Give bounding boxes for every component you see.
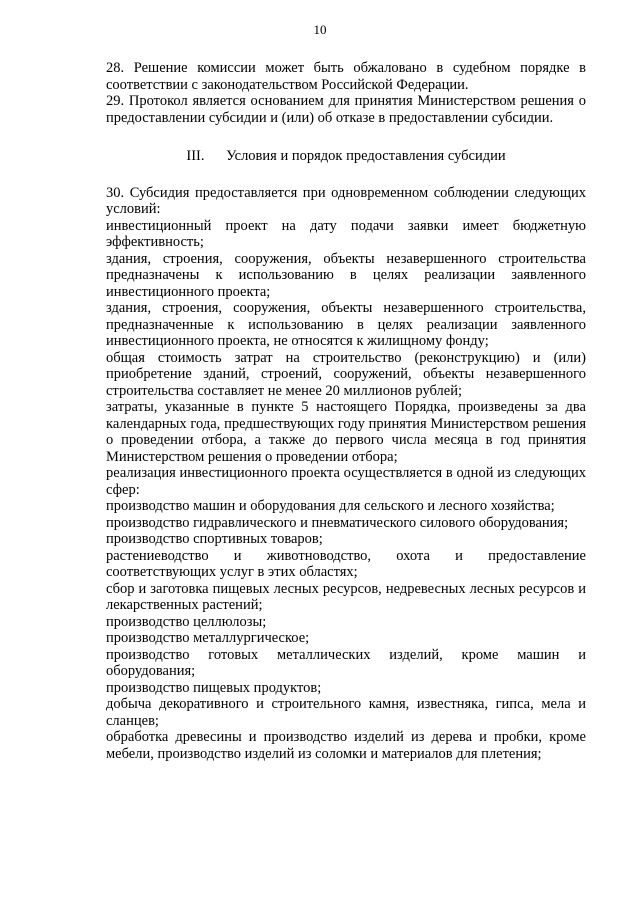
condition-item: инвестиционный проект на дату подачи заявки имеет бюджетную эффективность; bbox=[106, 217, 586, 250]
sphere-item: сбор и заготовка пищевых лесных ресурсов, недревесных лесных ресурсов и лекарственных растений; bbox=[106, 580, 586, 613]
condition-item: затраты, указанные в пункте 5 настоящего Порядка, произведены за два календарных года, предшествующих году принятия Министерством решения о проведении отбора, а также до первого числа месяца в год принятия Министерством решения о проведении отбора; bbox=[106, 399, 586, 465]
sphere-item: производство гидравлического и пневматического силового оборудования; bbox=[106, 514, 569, 531]
condition-item: реализация инвестиционного проекта осуществляется в одной из следующих сфер: bbox=[106, 465, 586, 498]
paragraph-29: 29. Протокол является основанием для принятия Министерством решения о предоставлении субсидии и (или) об отказе в предоставлении субсидии. bbox=[106, 93, 586, 126]
sphere-item: производство целлюлозы; bbox=[106, 613, 267, 630]
condition-item: здания, строения, сооружения, объекты незавершенного строительства, предназначенные к использованию в целях реализации заявленного инвестиционного проекта, не относятся к жилищному фонду; bbox=[106, 300, 586, 349]
sphere-item: растениеводство и животноводство, охота и предоставление соответствующих услуг в этих областях; bbox=[106, 547, 586, 580]
condition-item: здания, строения, сооружения, объекты незавершенного строительства предназначены к использованию в целях реализации заявленного инвестиционного проекта; bbox=[106, 250, 586, 300]
section-heading bbox=[106, 148, 586, 165]
sphere-item: производство металлургическое; bbox=[106, 630, 310, 646]
sphere-item: производство готовых металлических изделий, кроме машин и оборудования; bbox=[106, 646, 586, 679]
section-number: III. bbox=[186, 148, 205, 164]
section-title: Условия и порядок предоставления субсидии bbox=[226, 148, 506, 164]
sphere-item: добыча декоративного и строительного камня, известняка, гипса, мела и сланцев; bbox=[106, 696, 586, 729]
sphere-item: производство машин и оборудования для сельского и лесного хозяйства; bbox=[106, 498, 555, 514]
sphere-item: обработка древесины и производство изделий из дерева и пробки, кроме мебели, производство изделий из соломки и материалов для плетения; bbox=[106, 729, 586, 762]
paragraph-30: 30. Субсидия предоставляется при одновременном соблюдении следующих условий: bbox=[106, 184, 586, 217]
paragraph-28: 28. Решение комиссии может быть обжаловано в судебном порядке в соответствии с законодательством Российской Федерации. bbox=[106, 60, 586, 93]
sphere-item: производство пищевых продуктов; bbox=[106, 679, 322, 696]
document-body bbox=[106, 60, 586, 762]
page-number: 10 bbox=[313, 22, 327, 37]
sphere-item: производство спортивных товаров; bbox=[106, 531, 323, 547]
condition-item: общая стоимость затрат на строительство (реконструкцию) и (или) приобретение зданий, строений, сооружений, объекты незавершенного строительства составляет не менее 20 миллионов рублей; bbox=[106, 349, 586, 399]
